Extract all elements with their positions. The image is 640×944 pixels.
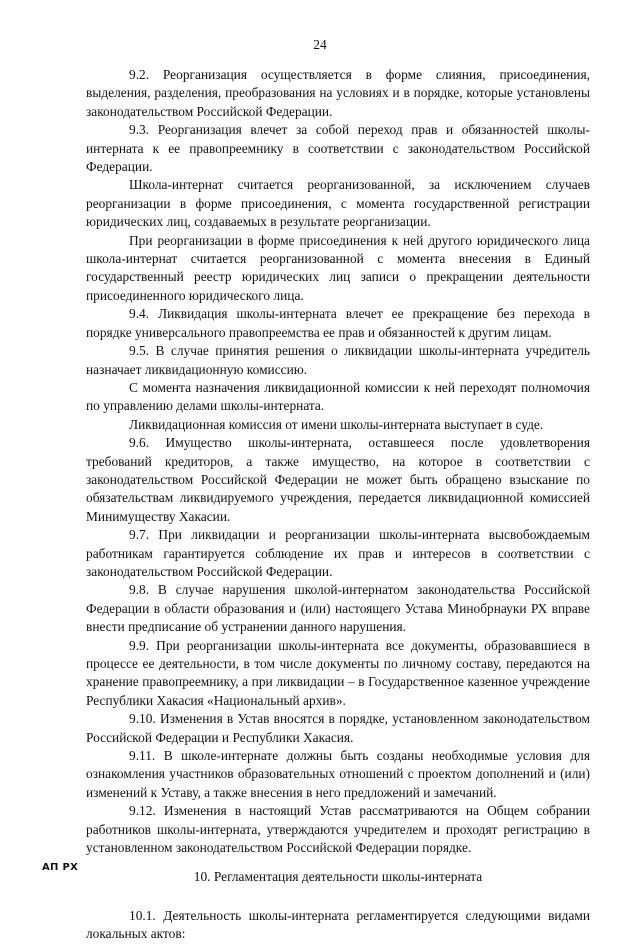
paragraph-9-7: 9.7. При ликвидации и реорганизации школы-интерната высвобождаемым работникам гарантируется соблюдение их прав и интересов в соответствии с законодательством Российской Федерации. — [86, 527, 590, 579]
paragraph-commission-powers: С момента назначения ликвидационной комиссии к ней переходят полномочия по управлению делами школы-интерната. — [86, 379, 590, 414]
paragraph-merger-note: При реорганизации в форме присоединения к ней другого юридического лица школа-интернат считается реорганизованной с момента внесения в Единый государственный реестр юридических лиц записи о прекращении деятельности присоединенного юридического лица. — [86, 232, 590, 303]
paragraph-9-9: 9.9. При реорганизации школы-интерната все документы, образовавшиеся в процессе ее деятельности, в том числе документы по личному составу, передаются на хранение правопреемнику, а при ликвидации – в Государственное казенное учреждение Республики Хакасия «Национальный архив». — [86, 637, 590, 708]
paragraph-9-10: 9.10. Изменения в Устав вносятся в порядке, установленном законодательством Российской Федерации и Республики Хакасия. — [86, 711, 590, 745]
paragraph-9-5: 9.5. В случае принятия решения о ликвидации школы-интерната учредитель назначает ликвидационную комиссию. — [86, 343, 590, 377]
footer-stamp: АП РХ — [42, 862, 79, 873]
paragraph-9-4: 9.4. Ликвидация школы-интерната влечет ее прекращение без перехода в порядке универсального правопреемства ее прав и обязанностей к другим лицам. — [86, 306, 590, 340]
paragraph-9-3: 9.3. Реорганизация влечет за собой переход прав и обязанностей школы-интерната к ее правопреемнику в соответствии с законодательством Российской Федерации. — [86, 122, 590, 175]
paragraph-reorganized-note: Школа-интернат считается реорганизованной, за исключением случаев реорганизации в форме присоединения, с момента государственной регистрации юридических лиц, создаваемых в результате реорганизации. — [86, 177, 590, 230]
section-heading: 10. Регламентация деятельности школы-интерната — [193, 869, 483, 885]
page-number: 24 — [313, 37, 327, 52]
paragraph-commission-court: Ликвидационная комиссия от имени школы-интерната выступает в суде. — [129, 416, 544, 432]
paragraph-9-12: 9.12. Изменения в настоящий Устав рассматриваются на Общем собрании работников школы-интерната, утверждаются учредителем и проходят регистрацию в установленном законодательством Российской Федерации порядке. — [86, 803, 590, 856]
paragraph-10-1: 10.1. Деятельность школы-интерната регламентируется следующими видами локальных актов: — [86, 907, 590, 942]
paragraph-9-2: 9.2. Реорганизация осуществляется в форме слияния, присоединения, выделения, разделения, преобразования на условиях и в порядке, которые установлены законодательством Российской Федерации. — [86, 67, 590, 119]
paragraph-9-8: 9.8. В случае нарушения школой-интернатом законодательства Российской Федерации в области образования и (или) настоящего Устава Минобрнауки РХ вправе внести предписание об устранении данного нарушения. — [86, 582, 590, 635]
paragraph-9-6: 9.6. Имущество школы-интерната, оставшееся после удовлетворения требований кредиторов, а также имущество, на которое в соответствии с законодательством Российской Федерации не может быть обращено взыскание по обязательствам ликвидируемого учреждения, передается ликвидационной комиссией Минимуществу Хакасии. — [86, 435, 590, 524]
document-body — [86, 66, 590, 944]
paragraph-9-11: 9.11. В школе-интернате должны быть созданы необходимые условия для ознакомления участников образовательных отношений с проектом дополнений и (или) изменений к Уставу, а также внесения в него предложений и замечаний. — [86, 748, 590, 800]
